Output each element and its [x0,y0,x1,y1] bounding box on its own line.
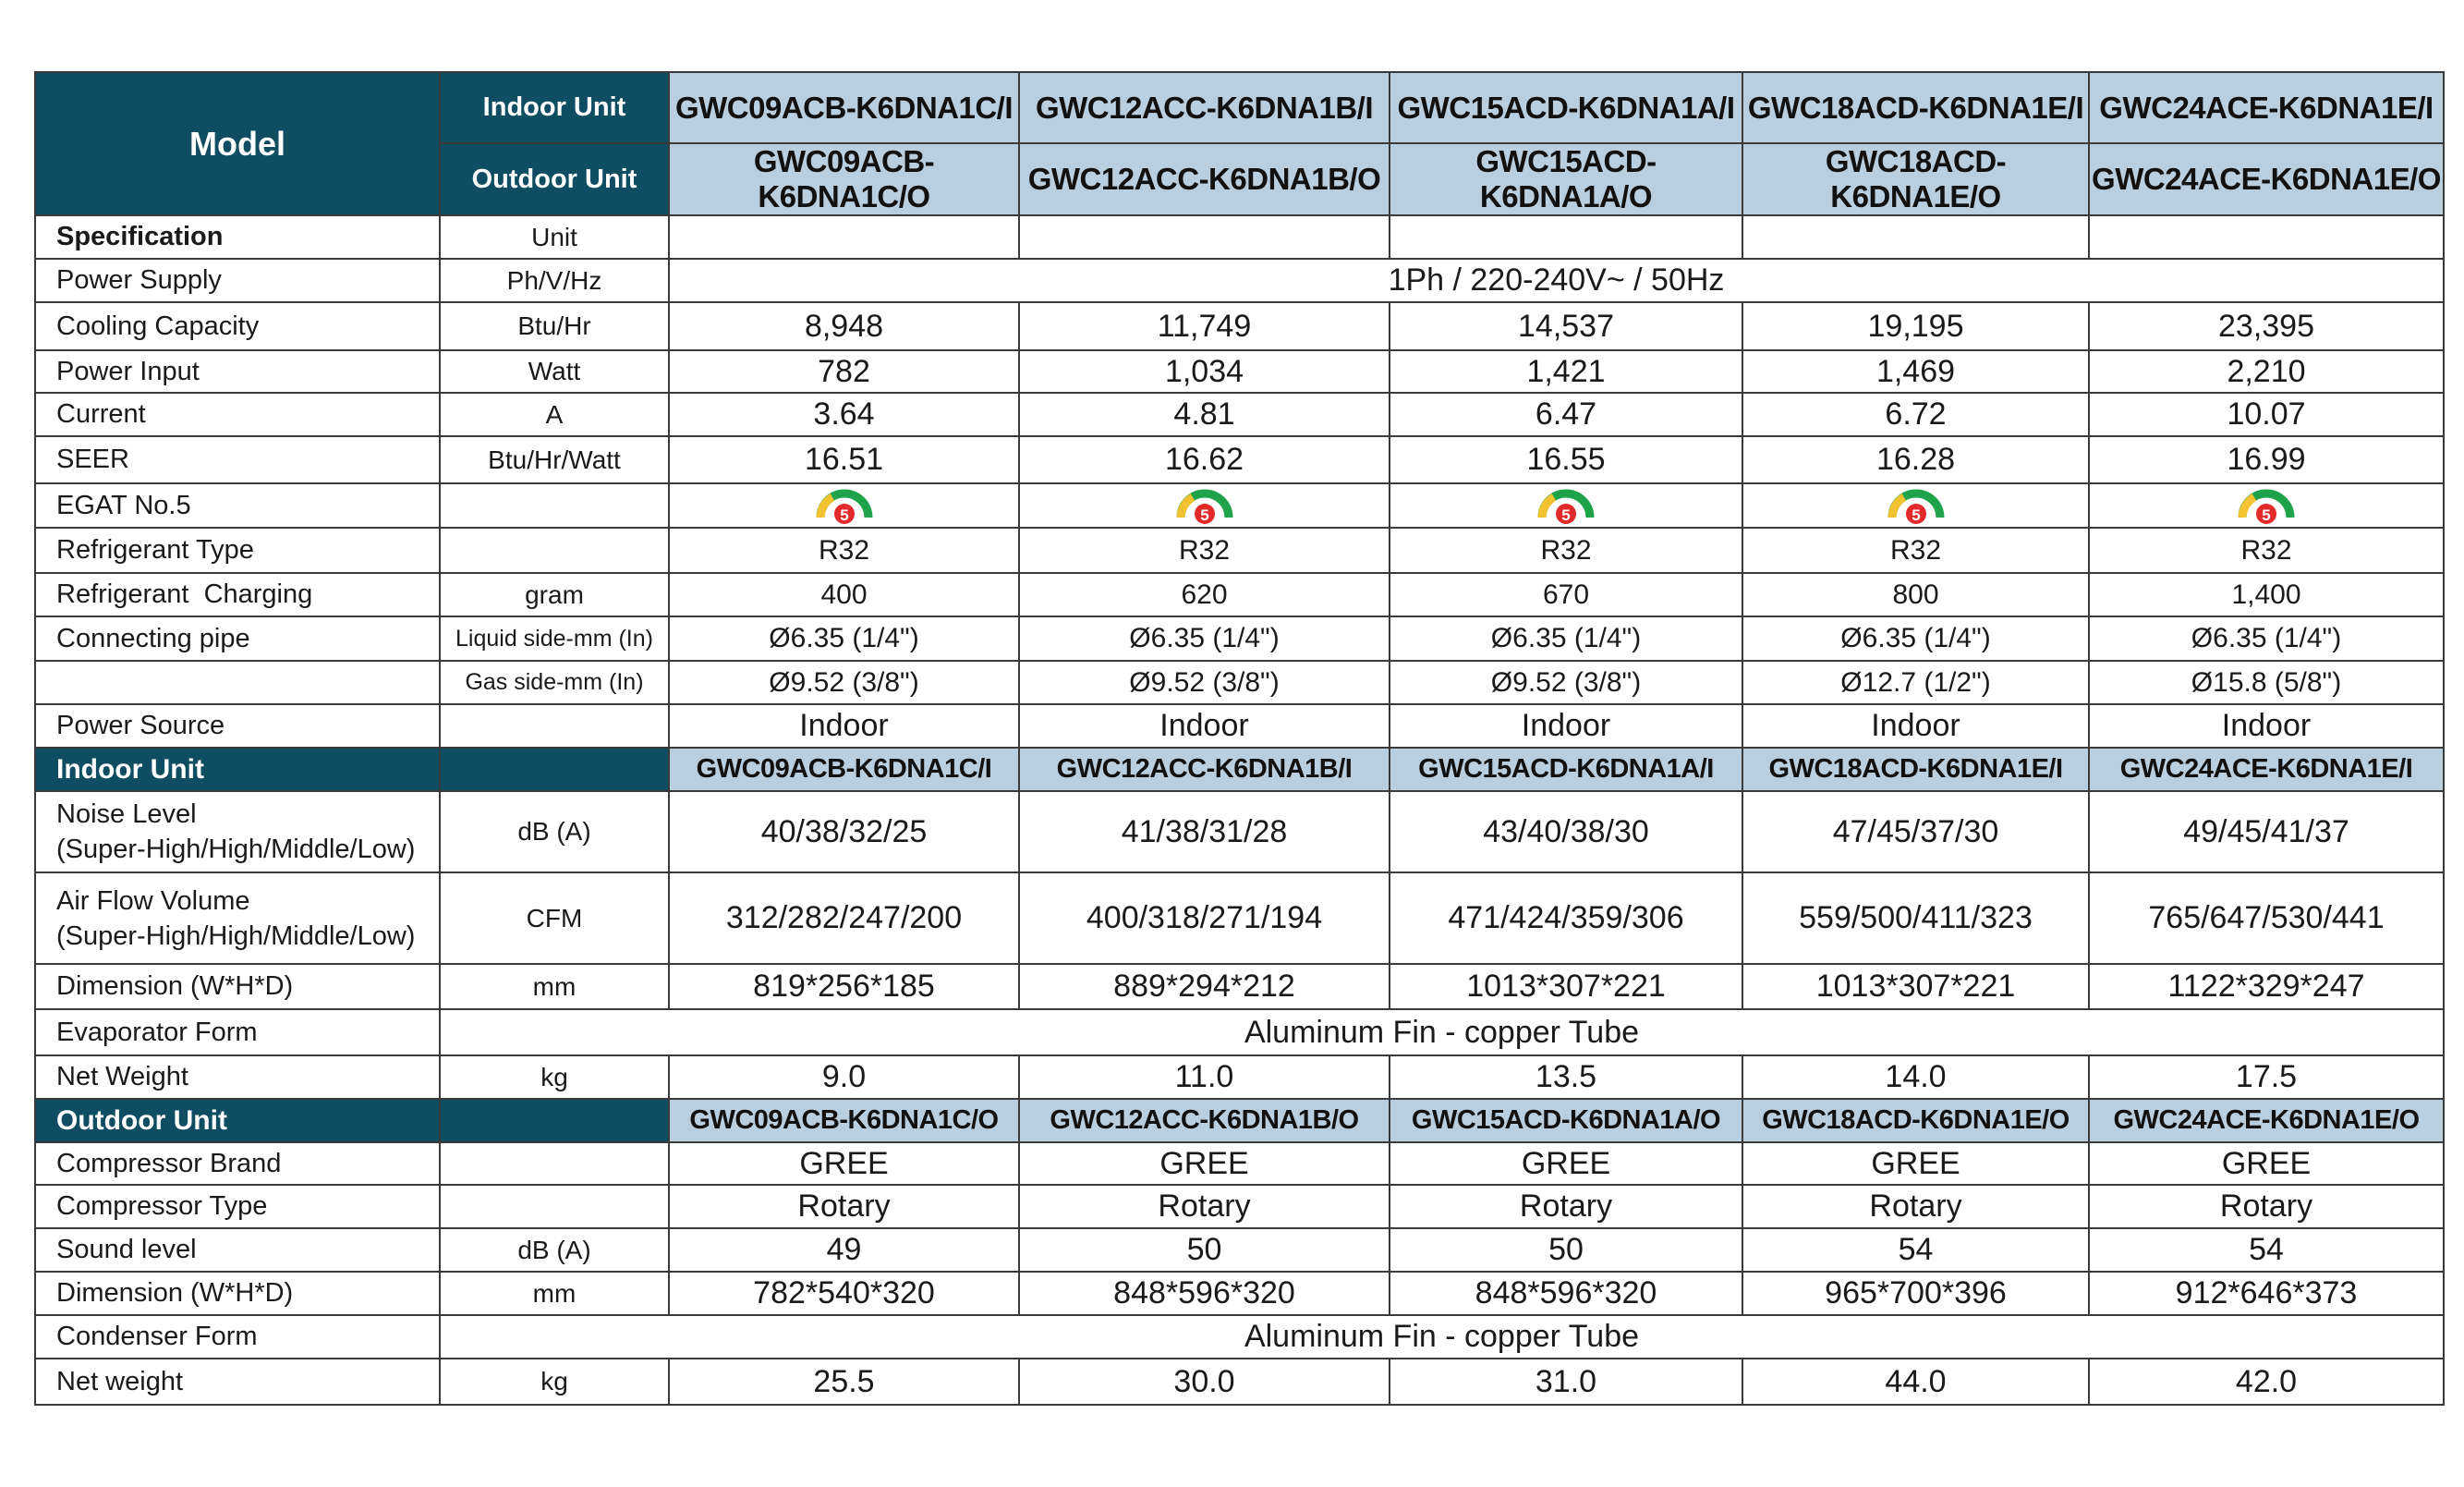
power-supply-row [35,259,2444,302]
liquid-side-unit: Liquid side-mm (In) [440,616,669,661]
compressor-type-value: Rotary [669,1185,1019,1228]
air-flow-unit: CFM [440,872,669,964]
gas-side-unit: Gas side-mm (In) [440,661,669,704]
outdoor-net-weight-label: Net weight [35,1359,440,1405]
power-input-value: 2,210 [2089,350,2444,393]
refrigerant-type-value: R32 [669,528,1019,573]
indoor-dimension-label: Dimension (W*H*D) [35,964,440,1009]
power-source-value: Indoor [1390,704,1742,748]
current-value: 10.07 [2089,393,2444,436]
egat-label-5-icon [2090,486,2443,525]
sound-level-value: 49 [669,1228,1019,1272]
cooling-capacity-value: 11,749 [1019,302,1390,350]
compressor-type-value: Rotary [2089,1185,2444,1228]
cooling-capacity-value: 8,948 [669,302,1019,350]
sound-level-value: 50 [1019,1228,1390,1272]
outdoor-dimension-row [35,1272,2444,1315]
indoor-net-weight-row [35,1055,2444,1099]
compressor-brand-value: GREE [1019,1142,1390,1185]
refrigerant-charging-value: 670 [1390,573,1742,616]
outdoor-dimension-value: 782*540*320 [669,1272,1019,1315]
indoor-section-header [35,748,2444,791]
indoor-dimension-unit: mm [440,964,669,1009]
evaporator-row [35,1009,2444,1055]
noise-level-unit: dB (A) [440,791,669,872]
refrigerant-charging-value: 620 [1019,573,1390,616]
condenser-row [35,1315,2444,1359]
outdoor-model-1: GWC09ACB-K6DNA1C/O [669,1099,1019,1142]
seer-value: 16.28 [1742,436,2089,483]
outdoor-model-5: GWC24ACE-K6DNA1E/O [2089,1099,2444,1142]
outdoor-net-weight-row [35,1359,2444,1405]
current-label: Current [35,393,440,436]
seer-value: 16.51 [669,436,1019,483]
compressor-type-label: Compressor Type [35,1185,440,1228]
unit-label: Unit [440,215,669,259]
compressor-type-value: Rotary [1019,1185,1390,1228]
outdoor-unit-header: Outdoor Unit [440,143,669,215]
seer-value: 16.55 [1390,436,1742,483]
model-header: Model [35,72,440,215]
current-value: 6.72 [1742,393,2089,436]
compressor-brand-value: GREE [1742,1142,2089,1185]
indoor-net-weight-value: 14.0 [1742,1055,2089,1099]
power-input-value: 782 [669,350,1019,393]
egat-label-5-icon [1743,486,2088,525]
compressor-type-value: Rotary [1742,1185,2089,1228]
condenser-label: Condenser Form [35,1315,440,1359]
power-source-value: Indoor [1742,704,2089,748]
compressor-type-row [35,1185,2444,1228]
svg-text:5: 5 [839,506,849,524]
air-flow-label: Air Flow Volume (Super-High/High/Middle/Low) [35,872,440,964]
cooling-capacity-unit: Btu/Hr [440,302,669,350]
spec-table [34,71,2445,1406]
outdoor-net-weight-value: 42.0 [2089,1359,2444,1405]
indoor-model-1: GWC09ACB-K6DNA1C/I [669,748,1019,791]
cooling-capacity-value: 19,195 [1742,302,2089,350]
outdoor-net-weight-unit: kg [440,1359,669,1405]
indoor-model-5: GWC24ACE-K6DNA1E/I [2089,748,2444,791]
egat-label: EGAT No.5 [35,483,440,528]
svg-text:5: 5 [2262,506,2271,524]
outdoor-dimension-unit: mm [440,1272,669,1315]
refrigerant-charging-label: Refrigerant Charging [35,573,440,616]
seer-value: 16.62 [1019,436,1390,483]
indoor-model-1: GWC09ACB-K6DNA1C/I [669,72,1019,143]
liquid-pipe-row [35,616,2444,661]
cooling-capacity-row [35,302,2444,350]
outdoor-section-title: Outdoor Unit [35,1099,440,1142]
outdoor-section-header [35,1099,2444,1142]
liquid-pipe-value: Ø6.35 (1/4") [1390,616,1742,661]
egat-row [35,483,2444,528]
power-source-row [35,704,2444,748]
indoor-net-weight-value: 17.5 [2089,1055,2444,1099]
egat-label-5-icon [1390,486,1742,525]
power-input-value: 1,469 [1742,350,2089,393]
indoor-unit-header: Indoor Unit [440,72,669,143]
indoor-model-2: GWC12ACC-K6DNA1B/I [1019,72,1390,143]
current-unit: A [440,393,669,436]
svg-text:5: 5 [1911,506,1921,524]
noise-level-value: 47/45/37/30 [1742,791,2089,872]
gas-pipe-value: Ø9.52 (3/8") [1390,661,1742,704]
gas-pipe-value: Ø9.52 (3/8") [1019,661,1390,704]
air-flow-value: 765/647/530/441 [2089,872,2444,964]
indoor-net-weight-unit: kg [440,1055,669,1099]
compressor-brand-row [35,1142,2444,1185]
outdoor-net-weight-value: 25.5 [669,1359,1019,1405]
cooling-capacity-label: Cooling Capacity [35,302,440,350]
current-value: 4.81 [1019,393,1390,436]
air-flow-value: 312/282/247/200 [669,872,1019,964]
outdoor-net-weight-value: 31.0 [1390,1359,1742,1405]
liquid-pipe-value: Ø6.35 (1/4") [1019,616,1390,661]
current-row [35,393,2444,436]
outdoor-model-4: GWC18ACD-K6DNA1E/O [1742,143,2089,215]
refrigerant-type-value: R32 [1019,528,1390,573]
outdoor-net-weight-value: 44.0 [1742,1359,2089,1405]
power-input-unit: Watt [440,350,669,393]
power-supply-unit: Ph/V/Hz [440,259,669,302]
refrigerant-charging-row [35,573,2444,616]
outdoor-model-4: GWC18ACD-K6DNA1E/O [1742,1099,2089,1142]
sound-level-unit: dB (A) [440,1228,669,1272]
power-input-value: 1,034 [1019,350,1390,393]
condenser-value: Aluminum Fin - copper Tube [440,1315,2444,1359]
indoor-section-title: Indoor Unit [35,748,440,791]
seer-value: 16.99 [2089,436,2444,483]
outdoor-dimension-value: 848*596*320 [1390,1272,1742,1315]
noise-level-row [35,791,2444,872]
indoor-net-weight-value: 11.0 [1019,1055,1390,1099]
refrigerant-type-row [35,528,2444,573]
sound-level-value: 54 [2089,1228,2444,1272]
power-source-value: Indoor [2089,704,2444,748]
sound-level-value: 54 [1742,1228,2089,1272]
liquid-pipe-value: Ø6.35 (1/4") [2089,616,2444,661]
sound-level-value: 50 [1390,1228,1742,1272]
indoor-model-2: GWC12ACC-K6DNA1B/I [1019,748,1390,791]
noise-level-value: 49/45/41/37 [2089,791,2444,872]
indoor-model-4: GWC18ACD-K6DNA1E/I [1742,748,2089,791]
liquid-pipe-value: Ø6.35 (1/4") [669,616,1019,661]
outdoor-dimension-value: 965*700*396 [1742,1272,2089,1315]
noise-level-value: 41/38/31/28 [1019,791,1390,872]
outdoor-model-3: GWC15ACD-K6DNA1A/O [1390,1099,1742,1142]
gas-pipe-row [35,661,2444,704]
refrigerant-charging-value: 800 [1742,573,2089,616]
power-input-row [35,350,2444,393]
refrigerant-type-value: R32 [2089,528,2444,573]
indoor-net-weight-label: Net Weight [35,1055,440,1099]
air-flow-value: 559/500/411/323 [1742,872,2089,964]
air-flow-row [35,872,2444,964]
refrigerant-charging-unit: gram [440,573,669,616]
sound-level-row [35,1228,2444,1272]
indoor-net-weight-value: 9.0 [669,1055,1019,1099]
svg-text:5: 5 [1561,506,1571,524]
gas-pipe-value: Ø15.8 (5/8") [2089,661,2444,704]
indoor-model-5: GWC24ACE-K6DNA1E/I [2089,72,2444,143]
air-flow-value: 471/424/359/306 [1390,872,1742,964]
indoor-dimension-value: 1013*307*221 [1390,964,1742,1009]
seer-label: SEER [35,436,440,483]
indoor-dimension-value: 1013*307*221 [1742,964,2089,1009]
power-source-value: Indoor [1019,704,1390,748]
liquid-pipe-value: Ø6.35 (1/4") [1742,616,2089,661]
compressor-brand-value: GREE [1390,1142,1742,1185]
indoor-model-3: GWC15ACD-K6DNA1A/I [1390,72,1742,143]
indoor-dimension-value: 819*256*185 [669,964,1019,1009]
indoor-dimension-value: 1122*329*247 [2089,964,2444,1009]
power-source-value: Indoor [669,704,1019,748]
refrigerant-type-value: R32 [1390,528,1742,573]
compressor-brand-value: GREE [669,1142,1019,1185]
power-source-label: Power Source [35,704,440,748]
evaporator-value: Aluminum Fin - copper Tube [440,1009,2444,1055]
gas-pipe-value: Ø12.7 (1/2") [1742,661,2089,704]
outdoor-model-3: GWC15ACD-K6DNA1A/O [1390,143,1742,215]
egat-label-5-icon [670,486,1018,525]
connecting-pipe-label: Connecting pipe [35,616,440,661]
refrigerant-type-value: R32 [1742,528,2089,573]
air-flow-value: 400/318/271/194 [1019,872,1390,964]
cooling-capacity-value: 14,537 [1390,302,1742,350]
specification-label: Specification [35,215,440,259]
indoor-net-weight-value: 13.5 [1390,1055,1742,1099]
power-supply-label: Power Supply [35,259,440,302]
outdoor-model-2: GWC12ACC-K6DNA1B/O [1019,143,1390,215]
evaporator-label: Evaporator Form [35,1009,440,1055]
outdoor-model-1: GWC09ACB-K6DNA1C/O [669,143,1019,215]
outdoor-dimension-label: Dimension (W*H*D) [35,1272,440,1315]
compressor-brand-value: GREE [2089,1142,2444,1185]
outdoor-model-5: GWC24ACE-K6DNA1E/O [2089,143,2444,215]
power-input-value: 1,421 [1390,350,1742,393]
outdoor-model-2: GWC12ACC-K6DNA1B/O [1019,1099,1390,1142]
svg-text:5: 5 [1199,506,1209,524]
compressor-brand-label: Compressor Brand [35,1142,440,1185]
noise-level-label: Noise Level (Super-High/High/Middle/Low) [35,791,440,872]
noise-level-value: 43/40/38/30 [1390,791,1742,872]
seer-row [35,436,2444,483]
compressor-type-value: Rotary [1390,1185,1742,1228]
power-input-label: Power Input [35,350,440,393]
outdoor-dimension-value: 848*596*320 [1019,1272,1390,1315]
indoor-dimension-value: 889*294*212 [1019,964,1390,1009]
outdoor-dimension-value: 912*646*373 [2089,1272,2444,1315]
refrigerant-charging-value: 1,400 [2089,573,2444,616]
indoor-model-4: GWC18ACD-K6DNA1E/I [1742,72,2089,143]
refrigerant-type-label: Refrigerant Type [35,528,440,573]
cooling-capacity-value: 23,395 [2089,302,2444,350]
gas-pipe-value: Ø9.52 (3/8") [669,661,1019,704]
indoor-dimension-row [35,964,2444,1009]
refrigerant-charging-value: 400 [669,573,1019,616]
sound-level-label: Sound level [35,1228,440,1272]
outdoor-net-weight-value: 30.0 [1019,1359,1390,1405]
current-value: 6.47 [1390,393,1742,436]
indoor-model-3: GWC15ACD-K6DNA1A/I [1390,748,1742,791]
noise-level-value: 40/38/32/25 [669,791,1019,872]
egat-label-5-icon [1020,486,1389,525]
current-value: 3.64 [669,393,1019,436]
seer-unit: Btu/Hr/Watt [440,436,669,483]
power-supply-value: 1Ph / 220-240V~ / 50Hz [669,259,2444,302]
